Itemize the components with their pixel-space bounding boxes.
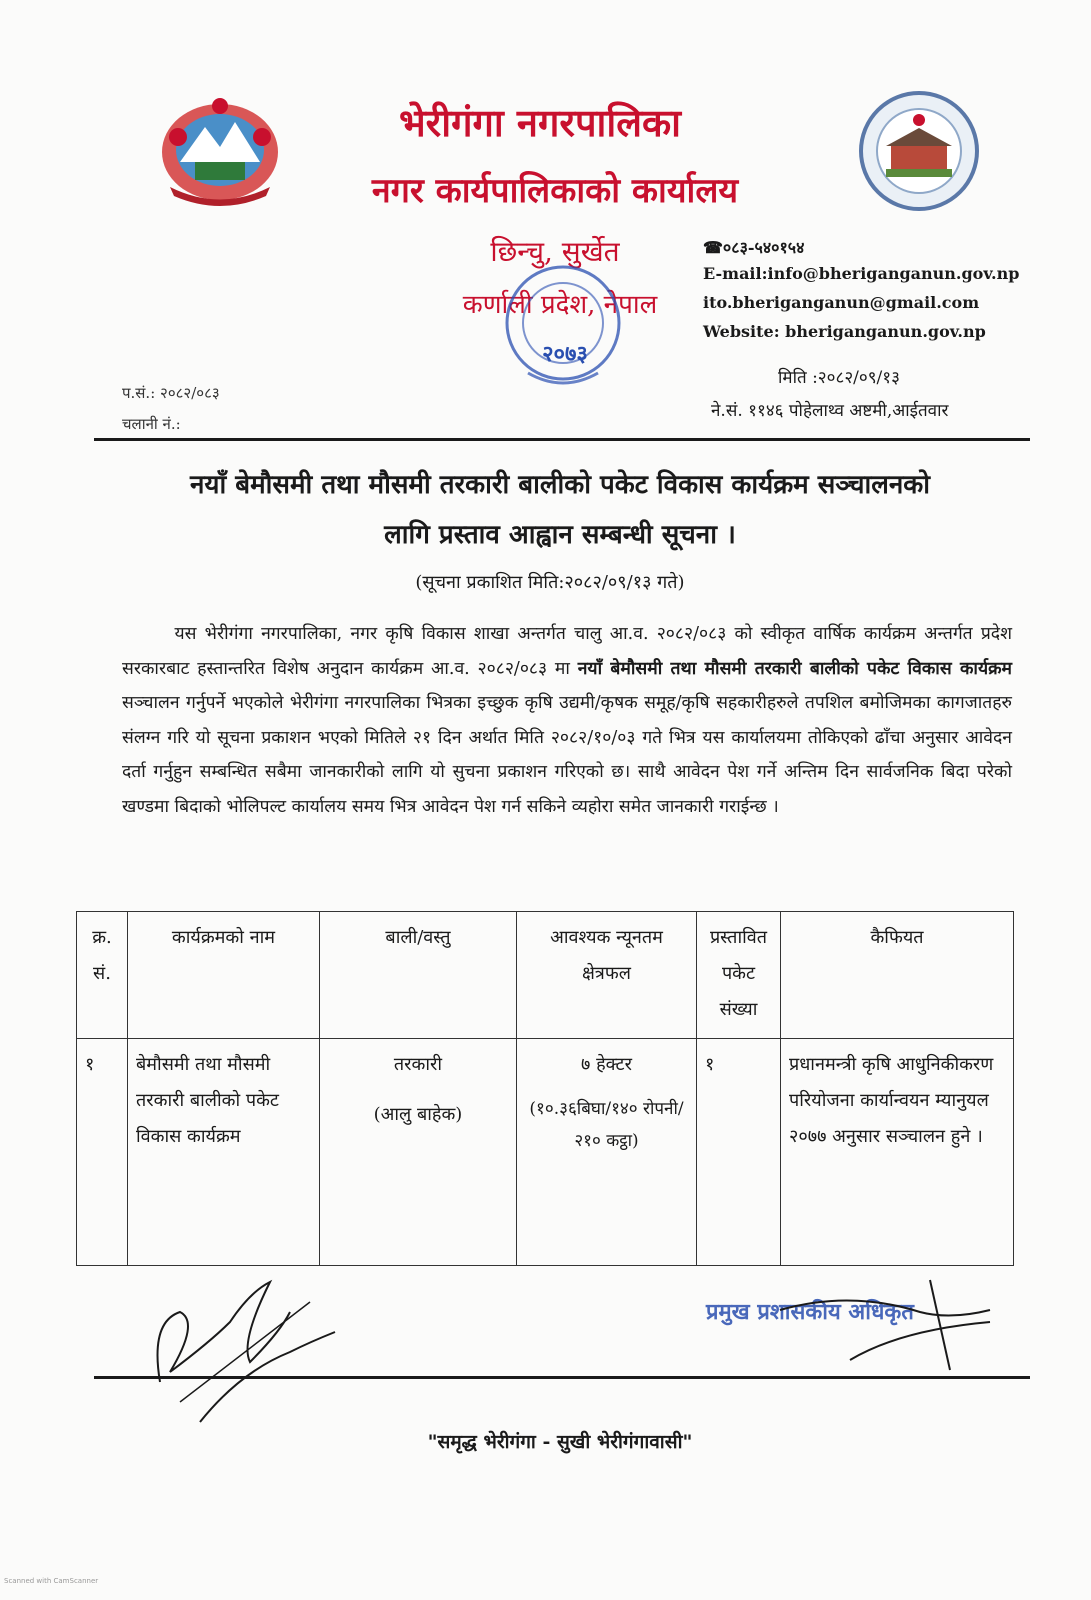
cell-area bbox=[517, 1039, 697, 1266]
cell-program-name: बेमौसमी तथा मौसमी तरकारी बालीको पकेट विकास कार्यक्रम bbox=[128, 1039, 320, 1266]
notice-body bbox=[122, 617, 1012, 824]
letter-date: मिति :२०८२/०९/१३ bbox=[778, 368, 900, 388]
notice-subject-line-2: लागि प्रस्ताव आह्वान सम्बन्धी सूचना । bbox=[384, 520, 736, 550]
table-row bbox=[77, 1039, 1014, 1266]
municipality-name: भेरीगंगा नगरपालिका bbox=[398, 100, 682, 145]
notice-body-part-2: सञ्चालन गर्नुपर्ने भएकोले भेरीगंगा नगरपालिका भित्रका इच्छुक कृषि उद्यमी/कृषक समूह/कृषि सहकारीहरुले तपशिल बमोजिमका कागजातहरु संलग्न गरि यो सूचना प्रकाशन भएको मितिले २१ दिन अर्थात मिति २०८२/१०/०३ गते भित्र यस कार्यालयमा तोकिएको ढाँचा अनुसार आवेदन दर्ता गर्नुहुन सम्बन्धित सबैमा जानकारीको लागि यो सुचना प्रकाशन गरिएको छ। साथै आवेदन पेश गर्ने अन्तिम दिन सार्वजनिक बिदा परेको खण्डमा बिदाको भोलिपल्ट कार्यालय समय भित्र आवेदन पेश गर्न सकिने व्यहोरा समेत जानकारी गराईन्छ । bbox=[122, 693, 1012, 817]
col-crop: बाली/वस्तु bbox=[320, 912, 517, 1039]
cell-remarks: प्रधानमन्त्री कृषि आधुनिकीकरण परियोजना कार्यान्वयन म्यानुयल २०७७ अनुसार सञ्चालन हुने । bbox=[781, 1039, 1014, 1266]
program-table bbox=[76, 911, 1014, 1266]
scanner-watermark: Scanned with CamScanner bbox=[4, 1577, 99, 1585]
table-header-row bbox=[77, 912, 1014, 1039]
notice-body-program-name: नयाँ बेमौसमी तथा मौसमी तरकारी बालीको पकेट विकास कार्यक्रम bbox=[577, 658, 1012, 679]
notice-body-part-1: यस भेरीगंगा नगरपालिका, नगर कृषि विकास शाखा अन्तर्गत चालु आ.व. २०८२/०८३ को स्वीकृत वार्षिक कार्यक्रम अन्तर्गत प्रदेश सरकारबाट हस्तान्तरित विशेष अनुदान कार्यक्रम आ.व. २०८२/०८३ मा bbox=[122, 624, 1012, 679]
col-pocket-count: प्रस्तावित पकेट संख्या bbox=[697, 912, 781, 1039]
office-province: कर्णाली प्रदेश, नेपाल bbox=[462, 290, 658, 320]
col-program-name: कार्यक्रमको नाम bbox=[128, 912, 320, 1039]
nepal-emblem-logo bbox=[150, 92, 290, 207]
letter-reference-number: प.सं.: २०८२/०८३ bbox=[122, 384, 220, 402]
office-email: E-mail:info@bheriganganun.gov.np bbox=[703, 264, 1020, 283]
office-city: छिन्चु, सुर्खेत bbox=[490, 235, 620, 268]
cell-pocket-count: १ bbox=[697, 1039, 781, 1266]
right-signature bbox=[700, 1270, 1000, 1380]
header-divider bbox=[94, 438, 1030, 441]
col-remarks: कैफियत bbox=[781, 912, 1014, 1039]
col-minimum-area: आवश्यक न्यूनतम क्षेत्रफल bbox=[517, 912, 697, 1039]
nepal-sambat-date: ने.सं. ११४६ पोहेलाथ्व अष्टमी,आईतवार bbox=[711, 401, 949, 421]
office-stamp bbox=[488, 255, 638, 395]
left-signature bbox=[140, 1262, 350, 1432]
cell-crop-note: (आलु बाहेक) bbox=[373, 1104, 463, 1125]
dispatch-number: चलानी नं.: bbox=[122, 415, 181, 433]
notice-subject-line-1: नयाँ बेमौसमी तथा मौसमी तरकारी बालीको पकेट विकास कार्यक्रम सञ्चालनको bbox=[189, 470, 931, 500]
cell-area-note: (१०.३६बिघा/१४० रोपनी/२१० कट्ठा) bbox=[529, 1099, 684, 1151]
cell-crop bbox=[320, 1039, 517, 1266]
footer-slogan: "समृद्ध भेरीगंगा - सुखी भेरीगंगावासी" bbox=[427, 1431, 693, 1453]
office-email-alt: ito.bheriganganun@gmail.com bbox=[703, 293, 980, 312]
office-phone: ☎०८३-५४०१५४ bbox=[703, 238, 805, 257]
publication-date: (सूचना प्रकाशित मिति:२०८२/०९/१३ गते) bbox=[415, 572, 685, 593]
municipality-seal-logo bbox=[856, 90, 982, 212]
stamp-year: २०७३ bbox=[542, 341, 588, 367]
col-serial-number: क्र. सं. bbox=[77, 912, 128, 1039]
office-name: नगर कार्यपालिकाको कार्यालय bbox=[371, 171, 739, 211]
office-website: Website: bheriganganun.gov.np bbox=[703, 322, 986, 341]
cell-serial-number: १ bbox=[77, 1039, 128, 1266]
officer-stamp-title: प्रमुख प्रशासकीय अधिकृत bbox=[706, 1299, 914, 1325]
cell-area-value: ७ हेक्टर bbox=[581, 1054, 632, 1075]
cell-crop-name: तरकारी bbox=[393, 1054, 443, 1075]
footer-divider bbox=[94, 1376, 1030, 1379]
